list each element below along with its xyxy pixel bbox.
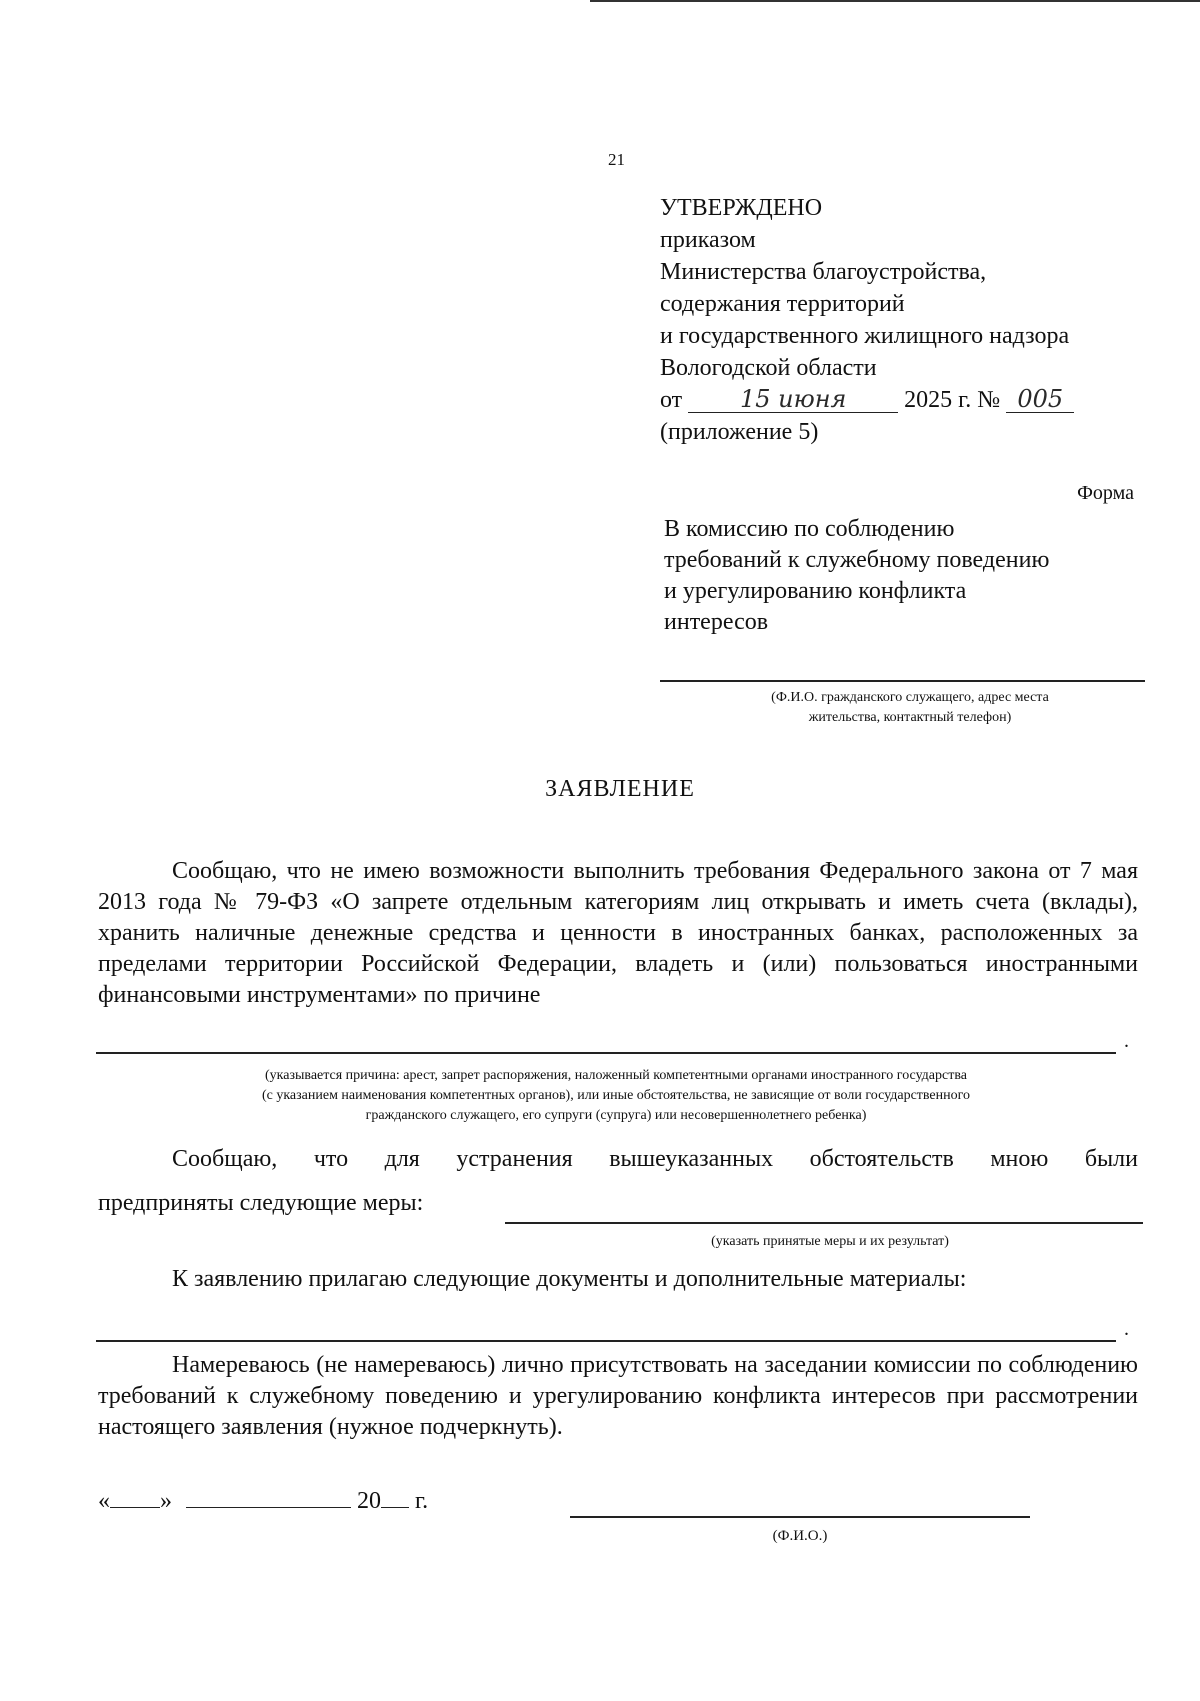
- fio-note: [660, 688, 1160, 728]
- measures-fill-line: [505, 1222, 1143, 1224]
- fio-note-line: жительства, контактный телефон): [808, 710, 1012, 725]
- year-suffix: г.: [415, 1488, 429, 1514]
- addressee-line: интересов: [664, 609, 769, 635]
- year-number-label: 2025 г. №: [904, 387, 1001, 413]
- month-blank: [186, 1507, 351, 1508]
- paragraph-reason: Сообщаю, что не имею возможности выполнить требования Федерального закона от 7 мая 2013 года № 79-ФЗ «О запрете отдельным категориям лиц открывать и иметь счета (вклады), хранить наличные денежные средства и ценности в иностранных банках, расположенных за пределами территории Российской Федерации, владеть и (или) пользоваться иностранными финансовыми инструментами» по причине: [98, 858, 1138, 1008]
- reason-note-line: (указывается причина: арест, запрет распоряжения, наложенный компетентными органами иностранного государства: [264, 1068, 967, 1083]
- reason-note: [96, 1066, 1136, 1126]
- day-blank: [110, 1507, 160, 1508]
- addressee-block: [664, 514, 1049, 638]
- approval-line: содержания территорий: [660, 291, 905, 317]
- form-label: Форма: [1077, 482, 1134, 504]
- approval-block: [660, 192, 1074, 448]
- document-title: ЗАЯВЛЕНИЕ: [545, 776, 695, 802]
- signature-fio-line: [570, 1516, 1030, 1518]
- approval-line: Министерства благоустройства,: [660, 259, 987, 285]
- reason-note-line: (с указанием наименования компетентных органов), или иные обстоятельства, не зависящие от воли государственного: [261, 1088, 971, 1103]
- reason-period: .: [1124, 1030, 1129, 1052]
- page-number: 21: [608, 150, 625, 169]
- measures-note: (указать принятые меры и их результат): [711, 1234, 949, 1249]
- attachments-period: .: [1124, 1318, 1129, 1340]
- signature-fio-label: (Ф.И.О.): [772, 1528, 828, 1544]
- approval-line: приказом: [660, 227, 756, 253]
- signature-date: [98, 1488, 428, 1515]
- approval-appendix: (приложение 5): [660, 419, 819, 445]
- page-top-border: [590, 0, 1200, 2]
- paragraph-measures-line2: предприняты следующие меры:: [98, 1190, 424, 1216]
- reason-fill-line: [96, 1052, 1116, 1054]
- approval-date-line: [660, 384, 1074, 416]
- approval-heading: УТВЕРЖДЕНО: [660, 195, 823, 221]
- addressee-line: и урегулированию конфликта: [664, 578, 967, 604]
- handwritten-order-number: 005: [1006, 386, 1074, 413]
- fio-note-line: (Ф.И.О. гражданского служащего, адрес места: [771, 690, 1049, 705]
- paragraph-attendance: Намереваюсь (не намереваюсь) лично присутствовать на заседании комиссии по соблюдению требований к служебному поведению и урегулированию конфликта интересов при рассмотрении настоящего заявления (нужное подчеркнуть).: [98, 1352, 1138, 1440]
- paragraph-measures-line1: Сообщаю, что для устранения вышеуказанных обстоятельств мною были: [172, 1146, 1138, 1172]
- fio-fill-line: [660, 680, 1145, 682]
- approval-line: и государственного жилищного надзора: [660, 323, 1070, 349]
- paragraph-attachments: К заявлению прилагаю следующие документы и дополнительные материалы:: [172, 1266, 967, 1292]
- approval-line: Вологодской области: [660, 355, 877, 381]
- date-prefix: от: [660, 387, 683, 413]
- reason-note-line: гражданского служащего, его супруги (супруга) или несовершеннолетнего ребенка): [365, 1108, 867, 1123]
- attachments-fill-line: [96, 1340, 1116, 1342]
- addressee-line: требований к служебному поведению: [664, 547, 1050, 573]
- quote-open: «: [98, 1488, 110, 1514]
- addressee-line: В комиссию по соблюдению: [664, 516, 955, 542]
- year-blank: [381, 1507, 409, 1508]
- year-prefix: 20: [357, 1488, 381, 1514]
- handwritten-date: 15 июня: [688, 386, 898, 413]
- quote-close: »: [160, 1488, 172, 1514]
